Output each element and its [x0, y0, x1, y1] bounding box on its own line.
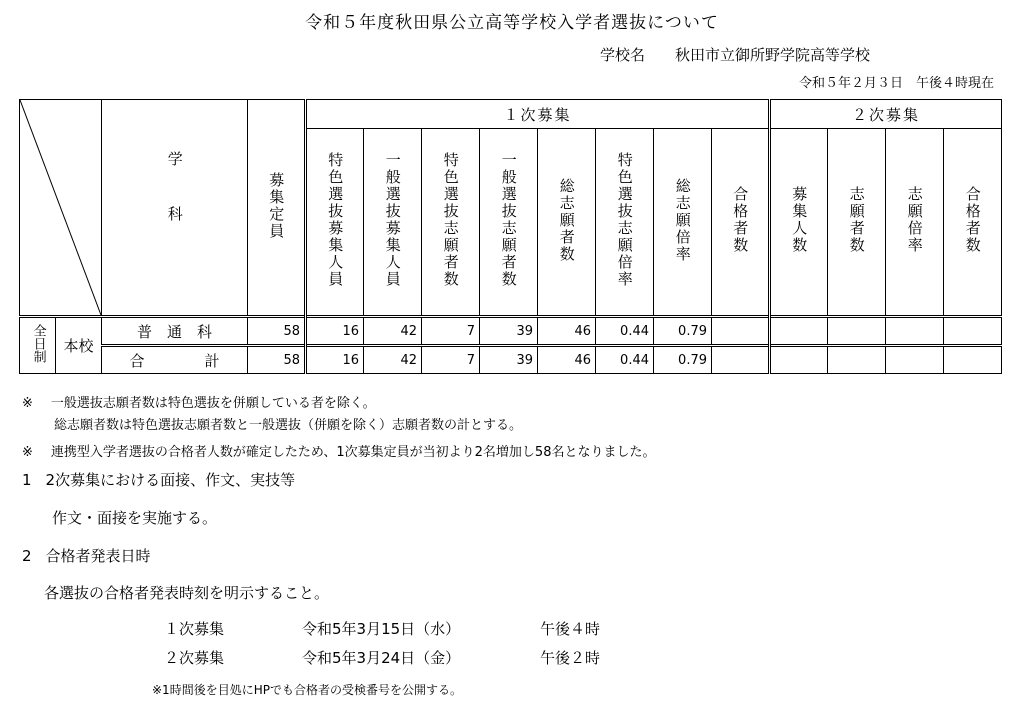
- header-first-round: １次募集: [306, 100, 770, 129]
- col-header: 特色選抜志願倍率: [596, 129, 654, 317]
- cell: 7: [422, 346, 480, 374]
- col-header: 募集人数: [770, 129, 828, 317]
- col-header: 一般選抜志願者数: [480, 129, 538, 317]
- col-header: 志願者数: [828, 129, 886, 317]
- section-1-heading: 1 2次募集における面接、作文、実技等: [22, 471, 296, 489]
- col-header: 総志願者数: [538, 129, 596, 317]
- col-header: 合格者数: [944, 129, 1002, 317]
- schedule-date: 令和5年3月15日（水）: [302, 620, 461, 638]
- cell: [770, 346, 828, 374]
- col-header: 特色選抜志願者数: [422, 129, 480, 317]
- note-1: ※ 一般選抜志願者数は特色選抜を併願している者を除く。: [22, 396, 376, 411]
- cell: 46: [538, 317, 596, 346]
- col-header: 合格者数: [712, 129, 770, 317]
- school-name: 秋田市立御所野学院高等学校: [675, 46, 871, 64]
- school-info: [600, 44, 870, 65]
- cell: 42: [364, 346, 422, 374]
- cell: 39: [480, 317, 538, 346]
- col-header: 志願倍率: [886, 129, 944, 317]
- school-label: 学校名: [600, 46, 646, 64]
- cell: [886, 346, 944, 374]
- diagonal-header-cell: [20, 100, 102, 317]
- cell: 0.79: [654, 346, 712, 374]
- col-header: 特色選抜募集人員: [306, 129, 364, 317]
- cell: [712, 317, 770, 346]
- schedule-label: １次募集: [164, 620, 225, 638]
- cell: 0.79: [654, 317, 712, 346]
- note-2: 総志願者数は特色選抜志願者数と一般選抜（併願を除く）志願者数の計とする。: [54, 418, 523, 433]
- section-2-heading: 2 合格者発表日時: [22, 547, 151, 565]
- footnote: ※1時間後を目処にHPでも合格者の受検番号を公開する。: [152, 683, 462, 697]
- cell: 58: [248, 317, 306, 346]
- col-header: 一般選抜募集人員: [364, 129, 422, 317]
- cell: 16: [306, 346, 364, 374]
- cell: [944, 317, 1002, 346]
- row-name: 普 通 科: [102, 317, 248, 346]
- as-of-date: 令和５年２月３日 午後４時現在: [798, 76, 994, 91]
- cell: [886, 317, 944, 346]
- cell: 0.44: [596, 317, 654, 346]
- section-1-body: 作文・面接を実施する。: [52, 509, 218, 527]
- header-gakka: 学科: [102, 100, 248, 317]
- campus-label: 本校: [56, 317, 102, 374]
- cell: 16: [306, 317, 364, 346]
- admission-table: [19, 99, 1002, 374]
- cell: [944, 346, 1002, 374]
- section-2-body: 各選抜の合格者発表時刻を明示すること。: [44, 584, 330, 602]
- cell: [770, 317, 828, 346]
- schedule-date: 令和5年3月24日（金）: [302, 649, 461, 667]
- row-group-label: 全日制: [20, 317, 56, 374]
- table-row: [20, 317, 1002, 346]
- note-3: ※ 連携型入学者選抜の合格者人数が確定したため、1次募集定員が当初より2名増加し58名となりました。: [22, 445, 656, 460]
- cell: 7: [422, 317, 480, 346]
- cell: 46: [538, 346, 596, 374]
- cell: 0.44: [596, 346, 654, 374]
- cell: [828, 317, 886, 346]
- row-name: 合 計: [102, 346, 248, 374]
- cell: [828, 346, 886, 374]
- table-row: [20, 346, 1002, 374]
- cell: [712, 346, 770, 374]
- header-second-round: ２次募集: [770, 100, 1002, 129]
- cell: 42: [364, 317, 422, 346]
- header-teiin: 募集定員: [248, 100, 306, 317]
- schedule-time: 午後２時: [540, 649, 601, 667]
- page-title: 令和５年度秋田県公立高等学校入学者選抜について: [305, 13, 719, 33]
- schedule-label: ２次募集: [164, 649, 225, 667]
- schedule-time: 午後４時: [540, 620, 601, 638]
- col-header: 総志願倍率: [654, 129, 712, 317]
- cell: 39: [480, 346, 538, 374]
- cell: 58: [248, 346, 306, 374]
